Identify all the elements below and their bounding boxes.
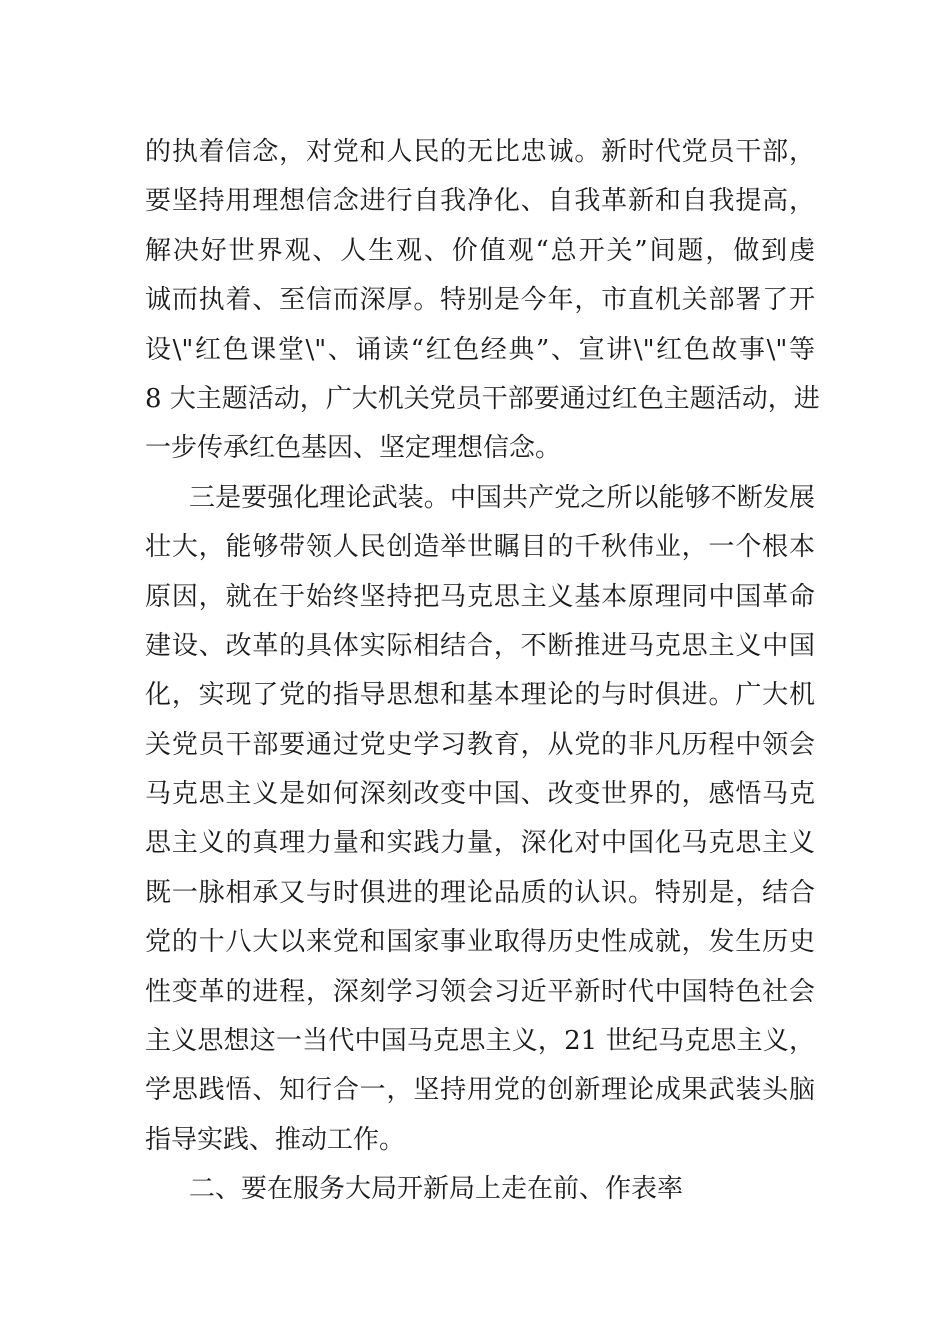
text-line: 指导实践、推动工作。: [145, 1124, 406, 1155]
text-line: 解决好世界观、人生观、价值观“总开关”间题，做到虔: [145, 235, 815, 266]
text-line: 原因，就在于始终坚持把马克思主义基本原理同中国革命: [145, 581, 815, 612]
text-line: 马克思主义是如何深刻改变中国、改变世界的，感悟马克: [145, 779, 815, 810]
text-line: 一步传承红色基因、坚定理想信念。: [145, 433, 562, 464]
text-line: 设\"红色课堂\"、诵读“红色经典”、宣讲\"红色故事\"等: [145, 334, 815, 365]
text-line: 要坚持用理想信念进行自我净化、自我革新和自我提高，: [145, 186, 815, 217]
paragraph-theory-armament: [145, 474, 815, 1165]
text-line: 既一脉相承又与时俱进的理论品质的认识。特别是，结合: [145, 877, 815, 908]
text-line: 学思践悟、知行合一，坚持用党的创新理论成果武装头脑: [145, 1075, 815, 1106]
text-line: 主义思想这一当代中国马克思主义，21 世纪马克思主义，: [145, 1026, 815, 1057]
paragraph-red-gene: [145, 128, 820, 474]
heading-line: 二、要在服务大局开新局上走在前、作表率: [189, 1174, 684, 1205]
text-line: 8 大主题活动，广大机关党员干部要通过红色主题活动，进: [145, 383, 820, 414]
text-line: 性变革的进程，深刻学习领会习近平新时代中国特色社会: [145, 976, 815, 1007]
text-line: 壮大，能够带领人民创造举世瞩目的千秋伟业，一个根本: [145, 532, 815, 563]
text-line: 党的十八大以来党和国家事业取得历史性成就，发生历史: [145, 927, 815, 958]
text-line: 的执着信念，对党和人民的无比忠诚。新时代党员干部，: [145, 137, 815, 167]
text-line: 关党员干部要通过党史学习教育，从党的非凡历程中领会: [145, 729, 815, 760]
section-heading: [145, 1165, 815, 1214]
text-line: 化，实现了党的指导思想和基本理论的与时俱进。广大机: [145, 680, 815, 711]
text-line: 思主义的真理力量和实践力量，深化对中国化马克思主义: [145, 828, 815, 859]
text-line: 建设、改革的具体实际相结合，不断推进马克思主义中国: [145, 630, 815, 661]
text-line: 三是要强化理论武装。中国共产党之所以能够不断发展: [189, 482, 815, 513]
text-line: 诚而执着、至信而深厚。特别是今年，市直机关部署了开: [145, 285, 815, 316]
document-body: [145, 128, 820, 1215]
